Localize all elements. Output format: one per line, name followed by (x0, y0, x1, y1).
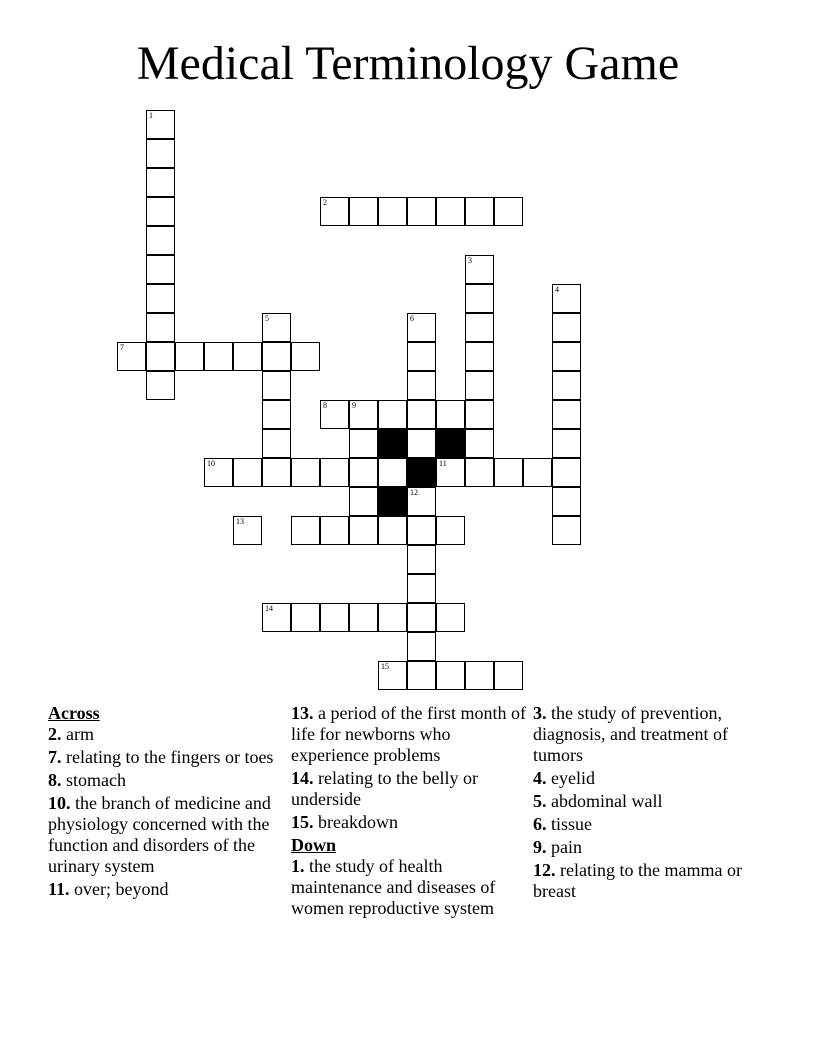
grid-cell[interactable] (407, 632, 436, 661)
clue-number: 3 (468, 256, 472, 265)
grid-cell[interactable] (407, 574, 436, 603)
clue-across-11: 11. over; beyond (48, 879, 169, 899)
grid-cell[interactable] (378, 197, 407, 226)
grid-cell[interactable] (523, 458, 552, 487)
clue-number: 13 (236, 517, 244, 526)
grid-cell-4[interactable] (552, 284, 581, 313)
grid-cell[interactable] (407, 429, 436, 458)
grid-cell[interactable] (407, 342, 436, 371)
grid-cell-10[interactable] (204, 458, 233, 487)
clue-across-14: 14. relating to the belly or underside (291, 768, 478, 809)
grid-cell[interactable] (407, 603, 436, 632)
clue-down-5: 5. abdominal wall (533, 791, 663, 811)
clue-number: 8 (323, 401, 327, 410)
grid-cell[interactable] (146, 371, 175, 400)
grid-cell-9[interactable] (349, 400, 378, 429)
grid-cell[interactable] (262, 371, 291, 400)
grid-cell-15[interactable] (378, 661, 407, 690)
grid-cell[interactable] (233, 458, 262, 487)
grid-cell[interactable] (465, 197, 494, 226)
clue-down-6: 6. tissue (533, 814, 593, 834)
clue-across-7: 7. relating to the fingers or toes (48, 747, 274, 767)
clue-down-3: 3. the study of prevention, diagnosis, and treatment of tumors (533, 703, 728, 765)
grid-cell-2[interactable] (320, 197, 349, 226)
clue-down-4: 4. eyelid (533, 768, 595, 788)
grid-cell[interactable] (465, 429, 494, 458)
grid-cell[interactable] (146, 197, 175, 226)
grid-cell[interactable] (175, 342, 204, 371)
grid-cell[interactable] (552, 400, 581, 429)
grid-cell[interactable] (465, 313, 494, 342)
grid-cell[interactable] (465, 400, 494, 429)
clue-across-15: 15. breakdown (291, 812, 398, 832)
black-cell (378, 487, 407, 516)
grid-cell[interactable] (204, 342, 233, 371)
grid-cell[interactable] (436, 197, 465, 226)
grid-cell[interactable] (291, 516, 320, 545)
clue-down-9: 9. pain (533, 837, 582, 857)
clue-number: 11 (439, 459, 447, 468)
grid-cell[interactable] (552, 371, 581, 400)
grid-cell[interactable] (146, 139, 175, 168)
grid-cell[interactable] (349, 197, 378, 226)
grid-cell[interactable] (320, 603, 349, 632)
grid-cell[interactable] (320, 458, 349, 487)
black-cell (407, 458, 436, 487)
page-title: Medical Terminology Game (136, 37, 680, 90)
grid-cell[interactable] (552, 487, 581, 516)
grid-cell[interactable] (349, 429, 378, 458)
grid-cell-3[interactable] (465, 255, 494, 284)
grid-cell[interactable] (262, 429, 291, 458)
grid-cell[interactable] (494, 197, 523, 226)
grid-cell[interactable] (494, 458, 523, 487)
grid-cell[interactable] (552, 516, 581, 545)
down-heading: Down (291, 835, 337, 855)
grid-cell[interactable] (291, 458, 320, 487)
grid-cell[interactable] (407, 400, 436, 429)
clue-number: 9 (352, 401, 356, 410)
grid-cell-8[interactable] (320, 400, 349, 429)
clue-across-13: 13. a period of the first month of life for newborns who experience problems (291, 703, 526, 765)
across-heading: Across (48, 703, 100, 723)
clue-column-3 (533, 703, 769, 904)
clue-number: 5 (265, 314, 269, 323)
grid-cell[interactable] (465, 342, 494, 371)
grid-cell[interactable] (320, 516, 349, 545)
grid-cell[interactable] (349, 603, 378, 632)
grid-cell-14[interactable] (262, 603, 291, 632)
grid-cell[interactable] (465, 371, 494, 400)
clue-number: 6 (410, 314, 414, 323)
grid-cell[interactable] (262, 400, 291, 429)
grid-cell[interactable] (465, 458, 494, 487)
clue-across-8: 8. stomach (48, 770, 126, 790)
grid-cell-1[interactable] (146, 110, 175, 139)
grid-cell[interactable] (378, 400, 407, 429)
grid-cell[interactable] (349, 487, 378, 516)
grid-cell-5[interactable] (262, 313, 291, 342)
grid-cell[interactable] (262, 342, 291, 371)
clue-across-10: 10. the branch of medicine and physiology concerned with the function and disorders of the urinary system (48, 793, 271, 876)
grid-cell[interactable] (552, 342, 581, 371)
clue-across-2: 2. arm (48, 724, 94, 744)
grid-cell[interactable] (262, 458, 291, 487)
grid-cell[interactable] (146, 255, 175, 284)
grid-cell[interactable] (552, 429, 581, 458)
grid-cell-12[interactable] (407, 487, 436, 516)
grid-cell[interactable] (552, 313, 581, 342)
grid-cell[interactable] (436, 661, 465, 690)
grid-cell-7[interactable] (117, 342, 146, 371)
grid-cell[interactable] (146, 313, 175, 342)
grid-cell[interactable] (465, 284, 494, 313)
clue-number: 12 (410, 488, 418, 497)
grid-cell[interactable] (436, 516, 465, 545)
clue-number: 15 (381, 662, 389, 671)
clue-number: 14 (265, 604, 273, 613)
grid-cell[interactable] (233, 342, 262, 371)
grid-cell-6[interactable] (407, 313, 436, 342)
grid-cell[interactable] (146, 168, 175, 197)
grid-cell[interactable] (436, 603, 465, 632)
clue-down-12: 12. relating to the mamma or breast (533, 860, 742, 901)
black-cell (436, 429, 465, 458)
grid-cell[interactable] (494, 661, 523, 690)
clue-number: 2 (323, 198, 327, 207)
grid-cell[interactable] (378, 516, 407, 545)
clue-number: 4 (555, 285, 559, 294)
clue-down-1: 1. the study of health maintenance and diseases of women reproductive system (291, 856, 496, 918)
clue-number: 10 (207, 459, 215, 468)
grid-cell[interactable] (407, 371, 436, 400)
black-cell (378, 429, 407, 458)
grid-cell[interactable] (407, 545, 436, 574)
grid-cell[interactable] (349, 458, 378, 487)
grid-cell[interactable] (407, 516, 436, 545)
grid-cell[interactable] (146, 284, 175, 313)
grid-cell-11[interactable] (436, 458, 465, 487)
grid-cell[interactable] (407, 661, 436, 690)
grid-cell[interactable] (407, 197, 436, 226)
clue-number: 1 (149, 111, 153, 120)
grid-cell[interactable] (291, 603, 320, 632)
clue-number: 7 (120, 343, 124, 352)
grid-cell[interactable] (146, 342, 175, 371)
grid-cell[interactable] (291, 342, 320, 371)
grid-cell[interactable] (552, 458, 581, 487)
grid-cell-13[interactable] (233, 516, 262, 545)
grid-cell[interactable] (349, 516, 378, 545)
grid-cell[interactable] (436, 400, 465, 429)
grid-cell[interactable] (378, 458, 407, 487)
clue-column-2 (291, 703, 527, 921)
grid-cell[interactable] (146, 226, 175, 255)
grid-cell[interactable] (378, 603, 407, 632)
grid-cell[interactable] (465, 661, 494, 690)
clue-column-1 (48, 703, 276, 902)
